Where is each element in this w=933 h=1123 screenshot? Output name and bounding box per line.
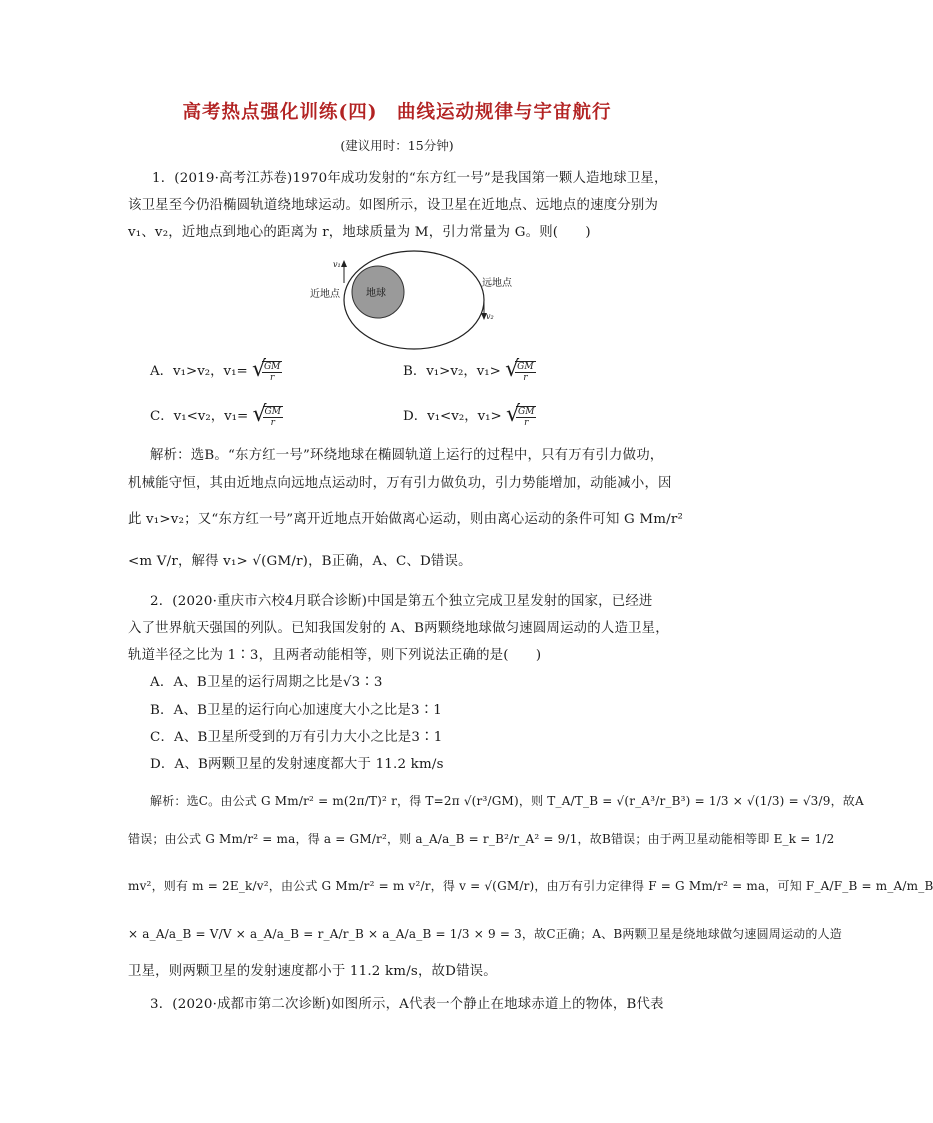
q1-line-1: 1．(2019·高考江苏卷)1970年成功发射的“东方红一号”是我国第一颗人造地球卫星， <box>152 171 668 186</box>
q2-line-2: 入了世界航天强国的列队。已知我国发射的 A、B两颗绕地球做匀速圆周运动的人造卫星， <box>128 621 669 636</box>
sqrt-expression: √ GM r <box>505 356 534 383</box>
q2-line-3: 轨道半径之比为 1∶3，且两者动能相等，则下列说法正确的是( ) <box>128 648 542 663</box>
q2-line-1: 2．(2020·重庆市六校4月联合诊断)中国是第五个独立完成卫星发射的国家，已经进 <box>150 594 653 609</box>
q2-option-d: D．A、B两颗卫星的发射速度都大于 11.2 km/s <box>150 757 444 772</box>
v2-label: v₂ <box>486 312 494 321</box>
q1-analysis-2: 机械能守恒，其由近地点向远地点运动时，万有引力做负功，引力势能增加，动能减小，因 <box>128 476 672 491</box>
sqrt-expression: √ GM r <box>252 401 281 428</box>
q2-analysis-3: mv²，则有 m = 2E_k/v²，由公式 G Mm/r² = m v²/r，得 v = √(GM/r)，由万有引力定律得 F = G Mm/r² = ma，可知 F_A/F_B = m_A/m_B <box>128 879 933 893</box>
earth-label: 地球 <box>366 288 386 299</box>
q1-analysis-3: 此 v₁>v₂；又“东方红一号”离开近地点开始做离心运动，则由离心运动的条件可知 G Mm/r² <box>128 512 684 527</box>
q1-option-a: A．v₁>v₂，v₁= √ GM r <box>150 356 281 383</box>
v1-label: v₁ <box>333 260 341 269</box>
page-title: 高考热点强化训练(四) 曲线运动规律与宇宙航行 <box>182 102 612 123</box>
q1-option-d: D．v₁<v₂，v₁> √ GM r <box>403 401 535 428</box>
q2-analysis-2: 错误；由公式 G Mm/r² = ma，得 a = GM/r²，则 a_A/a_B = r_B²/r_A² = 9/1，故B错误；由于两卫星动能相等即 E_k = 1/2 <box>128 832 835 846</box>
q2-analysis-5: 卫星，则两颗卫星的发射速度都小于 11.2 km/s，故D错误。 <box>128 964 497 979</box>
q1-option-b: B．v₁>v₂，v₁> √ GM r <box>403 356 534 383</box>
q3-line-1: 3．(2020·成都市第二次诊断)如图所示，A代表一个静止在地球赤道上的物体，B代表 <box>150 997 664 1012</box>
v1-arrowhead <box>341 260 347 267</box>
apogee-label: 远地点 <box>482 278 512 289</box>
q1-option-c: C．v₁<v₂，v₁= √ GM r <box>150 401 281 428</box>
q1-analysis-4: <m V/r，解得 v₁> √(GM/r)，B正确，A、C、D错误。 <box>128 554 472 569</box>
perigee-label: 近地点 <box>310 289 340 300</box>
sqrt-expression: √ GM r <box>506 401 535 428</box>
orbit-figure <box>300 245 540 355</box>
q2-option-a: A．A、B卫星的运行周期之比是√3∶3 <box>150 675 383 690</box>
q2-option-c: C．A、B卫星所受到的万有引力大小之比是3∶1 <box>150 730 443 745</box>
q1-line-3: v₁、v₂，近地点到地心的距离为 r，地球质量为 M，引力常量为 G。则( ) <box>128 225 591 240</box>
q1-analysis-1: 解析：选B。“东方红一号”环绕地球在椭圆轨道上运行的过程中，只有万有引力做功， <box>150 448 664 463</box>
q2-analysis-1: 解析：选C。由公式 G Mm/r² = m(2π/T)² r，得 T=2π √(r³/GM)，则 T_A/T_B = √(r_A³/r_B³) = 1/3 × √(1/3) = √3/9，故A <box>150 794 864 808</box>
q2-option-b: B．A、B卫星的运行向心加速度大小之比是3∶1 <box>150 703 443 718</box>
sqrt-expression: √ GM r <box>251 356 281 383</box>
q2-analysis-4: × a_A/a_B = V/V × a_A/a_B = r_A/r_B × a_A/a_B = 1/3 × 9 = 3，故C正确；A、B两颗卫星是绕地球做匀速圆周运动的人造 <box>128 927 842 941</box>
suggested-time: (建议用时：15分钟) <box>340 138 454 153</box>
q1-line-2: 该卫星至今仍沿椭圆轨道绕地球运动。如图所示，设卫星在近地点、远地点的速度分别为 <box>128 198 659 213</box>
